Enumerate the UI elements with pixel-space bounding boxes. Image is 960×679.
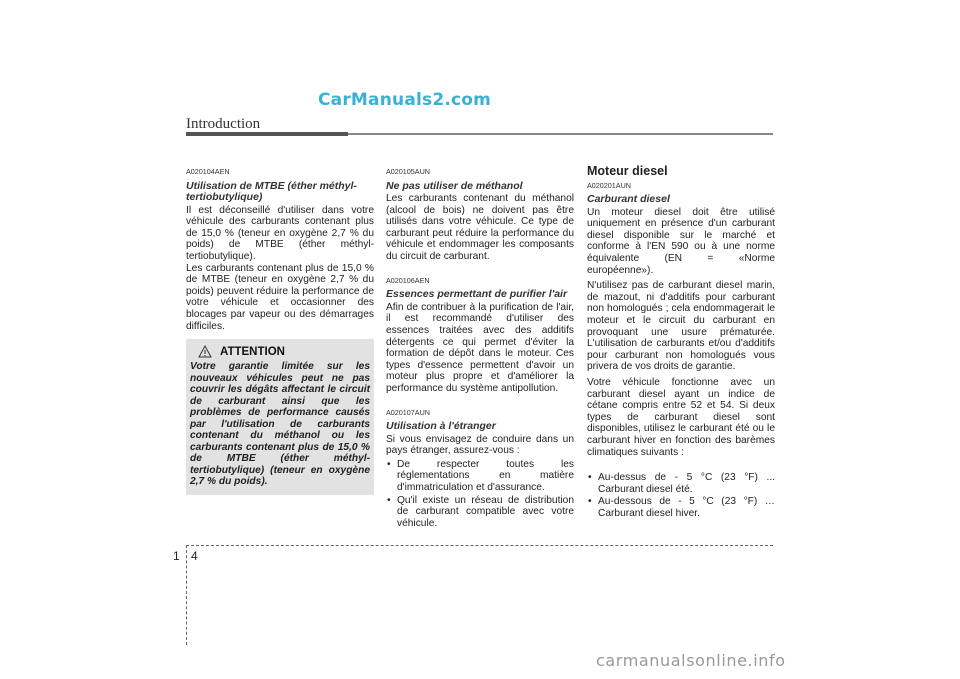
watermark-logo-bottom: carmanualsonline.info [596,651,786,670]
warning-header [198,345,370,358]
column-left [186,166,374,332]
list-item: • De respecter toutes les réglementations en matière d'immatriculation et d'assurance. [387,458,574,493]
header-bar-dark [186,132,348,136]
bullet-list [386,459,574,530]
section-code: A020106AEN [386,275,430,285]
section-code: A020105AUN [386,167,430,176]
subheading-abroad: Utilisation à l'étranger [386,420,496,433]
warning-box [186,339,374,495]
watermark-logo-top: CarManuals2.com [318,90,492,110]
paragraph: Si vous envisagez de conduire dans un pays étranger, assurez-vous : [386,433,574,457]
section-title: Introduction [186,116,261,132]
page-number: 4 [191,549,198,563]
footer-rule [186,545,773,546]
column-middle [386,166,574,530]
paragraph: N'utilisez pas de carburant diesel marin, de mazout, ni d'additifs pour carburant non homologués ; cela endommagerait le moteur et le circuit du carburant en provoquant une usure prématurée. L'utilisation de carburants et/ou d'additifs pour carburant non homologués vous privera de vos droits de garantie. [587,280,775,373]
subheading-mtbe: Utilisation de MTBE (éther méthyl-tertiobutylique) [186,179,357,204]
paragraph: Un moteur diesel doit être utilisé uniquement en présence d'un carburant diesel disponible sur le marché et conforme à l'EN 590 ou à une norme équivalente (EN = «Norme européenne»). [587,206,775,276]
paragraph: Votre véhicule fonctionne avec un carburant diesel ayant un indice de cétane compris entre 52 et 54. Si deux types de carburant diesel sont disponibles, utilisez le carburant été ou le carburant hiver en fonction des barèmes climatiques suivants : [587,377,775,458]
section-code: A020201AUN [587,180,631,190]
warning-triangle-icon [198,345,212,358]
list-item: • Qu'il existe un réseau de distribution de carburant compatible avec votre véhicule. [387,494,574,529]
header-rule [348,133,773,135]
paragraph: Les carburants contenant du méthanol (alcool de bois) ne doivent pas être utilisés dans votre véhicule. Ce type de carburant peut réduire la performance du véhicule et endommager les composants du circuit de carburant. [386,193,574,263]
warning-text: Votre garantie limitée sur les nouveaux véhicules peut ne pas couvrir les dégâts affectant le circuit de carburant ainsi que les problèmes de performance causés par l'utilisation de carburants contenant du méthanol ou les carburants contenant plus de 15,0 % de MTBE (éther méthyl-tertiobutylique) (teneur en oxygène 2,7 % du poids). [190,361,370,487]
warning-title: ATTENTION [220,345,285,358]
list-item: • Au-dessus de - 5 °C (23 °F) ... Carburant diesel été. [588,472,775,495]
heading-diesel-engine: Moteur diesel [587,164,668,178]
footer-vertical-rule [186,545,187,645]
chapter-number: 1 [173,549,180,563]
paragraph: Les carburants contenant plus de 15,0 % de MTBE (teneur en oxygène 2,7 % du poids) peuvent réduire la performance de votre véhicule et occasionner des blocages par vapeur ou des démarrages difficiles. [186,262,374,332]
paragraph: Afin de contribuer à la purification de l'air, il est recommandé d'utiliser des essences traitées avec des additifs détergents ce qui permet d'éviter la formation de dépôt dans le moteur. Ces types d'essence permettent d'avoir un moteur plus propre et d'améliorer la performance du système antipollution. [386,301,574,394]
column-right [587,166,775,521]
subheading-methanol: Ne pas utiliser de méthanol [386,179,523,192]
subheading-diesel-fuel: Carburant diesel [587,193,670,206]
section-code: A020104AEN [186,167,230,176]
section-code: A020107AUN [386,407,430,417]
subheading-clean-fuel: Essences permettant de purifier l'air [386,288,568,301]
bullet-list [587,472,775,519]
paragraph: Il est déconseillé d'utiliser dans votre véhicule des carburants contenant plus de 15,0 % (teneur en oxygène 2,7 % du poids) de MTBE (éther méthyl-tertiobutylique). [186,204,374,262]
list-item: • Au-dessous de - 5 °C (23 °F) … Carburant diesel hiver. [588,496,775,519]
